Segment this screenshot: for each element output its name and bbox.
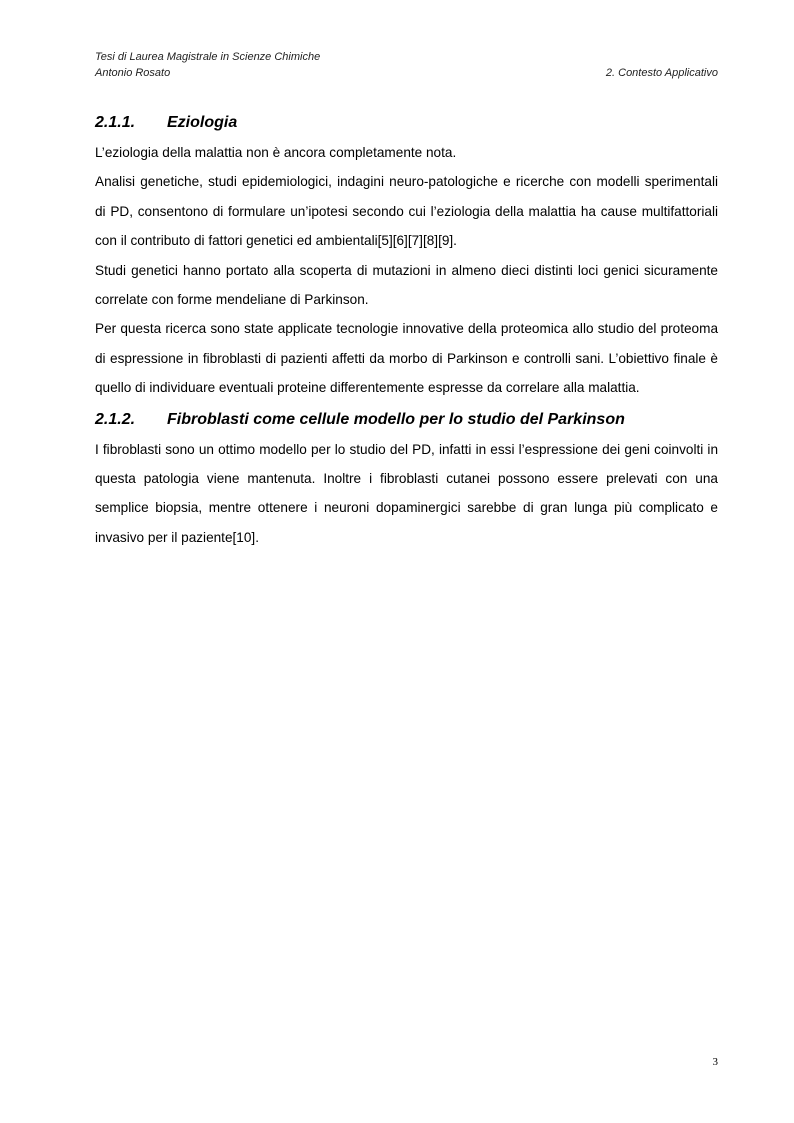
- section-eziologia: [95, 108, 718, 403]
- thesis-title: Tesi di Laurea Magistrale in Scienze Chimiche: [95, 51, 321, 63]
- paragraph: Per questa ricerca sono state applicate tecnologie innovative della proteomica allo studio del proteoma di espressione in fibroblasti di pazienti affetti da morbo di Parkinson e controlli sani. L’obiettivo finale è quello di individuare eventuali proteine differentemente espresse da correlare alla malattia.: [95, 321, 718, 396]
- section-title: Fibroblasti come cellule modello per lo studio del Parkinson: [167, 410, 625, 428]
- chapter-label: 2. Contesto Applicativo: [605, 67, 718, 79]
- section-heading: [95, 405, 718, 435]
- paragraph: Analisi genetiche, studi epidemiologici, indagini neuro-patologiche e ricerche con modelli sperimentali di PD, consentono di formulare un’ipotesi secondo cui l’eziologia della malattia ha cause multifattoriali con il contributo di fattori genetici ed ambientali[5][6][7][8][9].: [95, 174, 718, 249]
- page-number: 3: [712, 1056, 718, 1068]
- section-fibroblasti: [95, 405, 718, 553]
- paragraph: Studi genetici hanno portato alla scoperta di mutazioni in almeno dieci distinti loci genici sicuramente correlate con forme mendeliane di Parkinson.: [95, 262, 718, 308]
- section-number: 2.1.1.: [95, 114, 136, 131]
- author-name: Antonio Rosato: [95, 67, 171, 79]
- paragraph: L’eziologia della malattia non è ancora completamente nota.: [95, 145, 457, 160]
- section-title: Eziologia: [167, 114, 238, 131]
- section-heading: [95, 108, 718, 138]
- page-header: [95, 49, 718, 81]
- paragraph: I fibroblasti sono un ottimo modello per lo studio del PD, infatti in essi l’espressione dei geni coinvolti in questa patologia viene mantenuta. Inoltre i fibroblasti cutanei possono essere prelevati con una semplice biopsia, mentre ottenere i neuroni dopaminergici sarebbe di gran lunga più complicato e invasivo per il paziente[10].: [95, 441, 718, 545]
- page-body: [95, 108, 718, 552]
- section-number: 2.1.2.: [95, 410, 136, 428]
